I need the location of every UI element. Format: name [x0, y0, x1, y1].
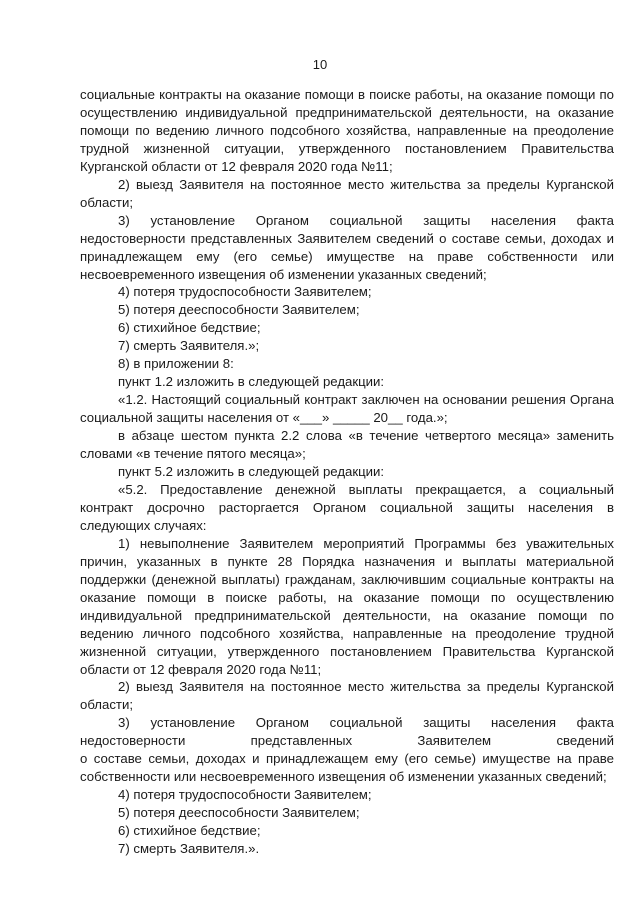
paragraph: 3) установление Органом социальной защиты населения факта недостоверности представленных Заявителем сведений [80, 715, 614, 749]
paragraph: «1.2. Настоящий социальный контракт заключен на основании решения Органа социальной защиты населения от «___» _____ 20__ года.»; [80, 392, 614, 426]
paragraph: пункт 5.2 изложить в следующей редакции: [118, 464, 385, 480]
paragraph: 2) выезд Заявителя на постоянное место жительства за пределы Курганской области; [80, 679, 614, 713]
list-item: 6) стихийное бедствие; [118, 823, 261, 839]
paragraph: о составе семьи, доходах и принадлежащем ему (его семье) имуществе на праве собственности или несвоевременного извещения об изменении указанных сведений; [80, 751, 614, 785]
paragraph: пункт 1.2 изложить в следующей редакции: [118, 374, 385, 390]
paragraph: 3) установление Органом социальной защиты населения факта недостоверности представленных Заявителем сведений о составе семьи, доходах и принадлежащем ему (его семье) имуществе на праве собственности или несвоевременного извещения об изменении указанных сведений; [80, 212, 614, 282]
list-item: 5) потеря дееспособности Заявителем; [118, 302, 360, 318]
paragraph: 1) невыполнение Заявителем мероприятий Программы без уважительных причин, указанных в пункте 28 Порядка назначения и выплаты материальной поддержки (денежной выплаты) гражданам, заключившим социальные контракты на оказание помощи в поиске работы, на оказание помощи по осуществлению индивидуальной предпринимательской деятельности, на оказание помощи по ведению личного подсобного хозяйства, направленные на преодоление трудной жизненной ситуации, утвержденного постановлением Правительства Курганской области от 12 февраля 2020 года №11; [80, 535, 614, 677]
page-number: 10 [312, 57, 328, 72]
paragraph: 2) выезд Заявителя на постоянное место жительства за пределы Курганской области; [80, 176, 614, 210]
list-item: 4) потеря трудоспособности Заявителем; [118, 787, 372, 803]
list-item: 4) потеря трудоспособности Заявителем; [118, 284, 372, 300]
paragraph: социальные контракты на оказание помощи в поиске работы, на оказание помощи по осуществлению индивидуальной предпринимательской деятельности, на оказание помощи по ведению личного подсобного хозяйства, направленные на преодоление трудной жизненной ситуации, утвержденного постановлением Правительства Курганской области от 12 февраля 2020 года №11; [80, 87, 614, 174]
paragraph: «5.2. Предоставление денежной выплаты прекращается, а социальный контракт досрочно расторгается Органом социальной защиты населения в следующих случаях: [80, 481, 614, 533]
list-item: 5) потеря дееспособности Заявителем; [118, 805, 360, 821]
list-item: 8) в приложении 8: [118, 356, 234, 372]
paragraph: в абзаце шестом пункта 2.2 слова «в течение четвертого месяца» заменить словами «в течение пятого месяца»; [80, 428, 614, 462]
document-body [80, 86, 614, 858]
list-item: 6) стихийное бедствие; [118, 320, 261, 336]
list-item: 7) смерть Заявителя.». [118, 841, 260, 857]
list-item: 7) смерть Заявителя.»; [118, 338, 260, 354]
